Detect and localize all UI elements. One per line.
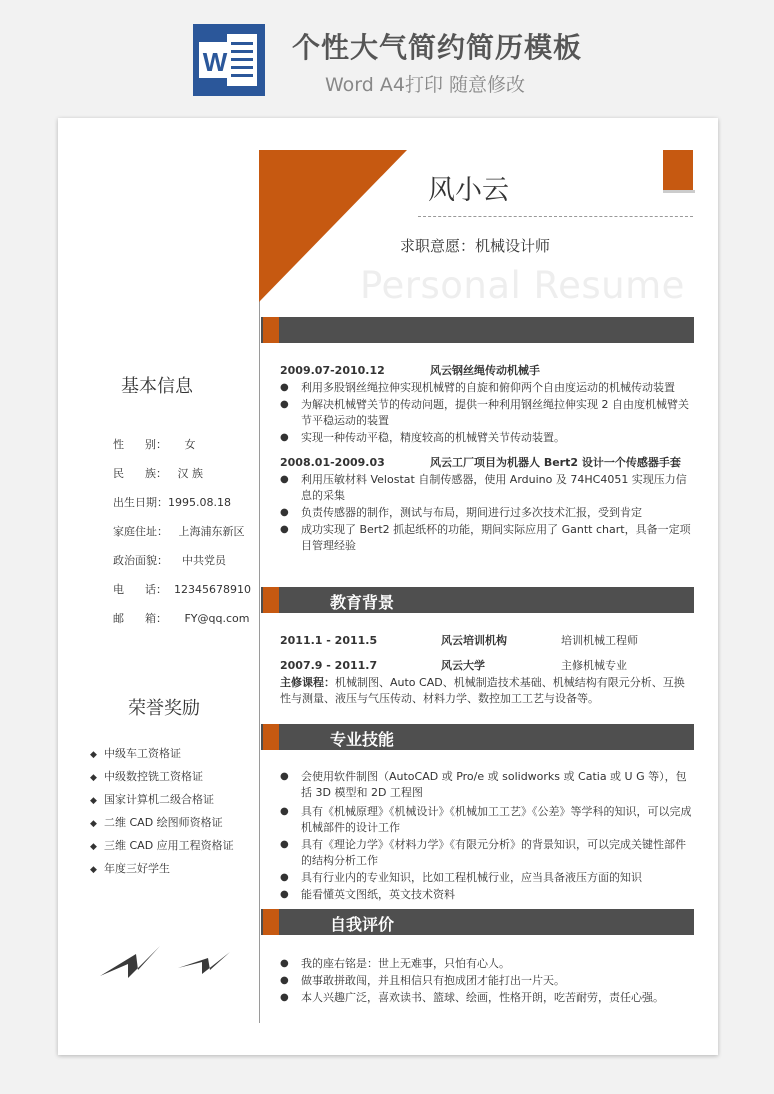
diamond-bullet-icon: ◆ xyxy=(90,796,97,806)
dashed-divider xyxy=(418,216,693,217)
diamond-bullet-icon: ◆ xyxy=(90,819,97,829)
skill-bullet: ● 会使用软件制图（AutoCAD 或 Pro/e 或 solidworks 或 Catia 或 U G 等），包括 3D 模型和 2D 工程图 xyxy=(280,770,687,799)
education-section-bar xyxy=(261,587,694,613)
honor-item: ◆ 三维 CAD 应用工程资格证 xyxy=(90,839,234,852)
edu-school: 风云大学 xyxy=(441,659,485,672)
page-header xyxy=(0,0,774,110)
job-bullet: ● 实现一种传动平稳，精度较高的机械臂关节传动装置。 xyxy=(280,431,565,444)
job-date: 2009.07-2010.12 xyxy=(280,364,385,377)
info-address: 家庭住址： 上海浦东新区 xyxy=(113,525,245,538)
job-date: 2008.01-2009.03 xyxy=(280,456,385,469)
job-title: 风云工厂项目为机器人 Bert2 设计一个传感器手套 xyxy=(430,456,681,469)
edu-date: 2007.9 - 2011.7 xyxy=(280,659,378,672)
honor-item: ◆ 中级车工资格证 xyxy=(90,747,181,760)
diamond-bullet-icon: ◆ xyxy=(90,842,97,852)
job-bullet: ● 利用多股钢丝绳拉伸实现机械臂的自旋和俯仰两个自由度运动的机械传动装置 xyxy=(280,381,675,394)
honor-item: ◆ 中级数控铣工资格证 xyxy=(90,770,203,783)
self-eval-bullet: ● 本人兴趣广泛，喜欢读书、篮球、绘画，性格开朗，吃苦耐劳，责任心强。 xyxy=(280,991,664,1004)
orange-square xyxy=(663,150,693,192)
info-gender: 性 别： 女 xyxy=(113,438,196,451)
skill-bullet: ● 能看懂英文图纸，英文技术资料 xyxy=(280,888,455,901)
info-birthdate: 出生日期：1995.08.18 xyxy=(113,496,231,509)
bird-decoration-icon xyxy=(98,940,268,990)
edu-school: 风云培训机构 xyxy=(441,634,507,647)
watermark-text: Personal Resume xyxy=(360,264,685,307)
courses-text: 主修课程：机械制图、Auto CAD、机械制造技术基础、机械结构有限元分析、互换性与测量、液压与气压传动、材料力学、数控加工工艺与设备等。 xyxy=(280,676,685,705)
skills-section-bar xyxy=(261,724,694,750)
self-eval-bullet: ● 我的座右铭是：世上无难事，只怕有心人。 xyxy=(280,957,510,970)
self-eval-bullet: ● 做事敢拼敢闯，并且相信只有抱成团才能打出一片天。 xyxy=(280,974,565,987)
info-phone: 电 话： 12345678910 xyxy=(113,583,251,596)
job-bullet: ● 负责传感器的制作，测试与布局，期间进行过多次技术汇报，受到肯定 xyxy=(280,506,642,519)
skills-title: 专业技能 xyxy=(330,730,395,749)
edu-date: 2011.1 - 2011.5 xyxy=(280,634,378,647)
candidate-name: 风小云 xyxy=(428,175,509,206)
diamond-bullet-icon: ◆ xyxy=(90,773,97,783)
job-bullet: ● 成功实现了 Bert2 抓起纸杯的功能，期间实际应用了 Gantt chart，具备一定项目管理经验 xyxy=(280,523,691,552)
resume-paper xyxy=(58,118,718,1055)
education-title: 教育背景 xyxy=(330,593,395,612)
self-eval-title: 自我评价 xyxy=(330,915,395,934)
info-political: 政治面貌： 中共党员 xyxy=(113,554,226,567)
edu-major: 主修机械专业 xyxy=(561,659,627,672)
honor-item: ◆ 年度三好学生 xyxy=(90,862,170,875)
honors-title: 荣誉奖励 xyxy=(128,698,200,719)
diamond-bullet-icon: ◆ xyxy=(90,865,97,875)
job-bullet: ● 为解决机械臂关节的传动问题，提供一种利用钢丝绳拉伸实现 2 自由度机械臂关节平稳运动的装置 xyxy=(280,398,689,427)
word-icon xyxy=(193,24,265,96)
job-bullet: ● 利用压敏材料 Velostat 自制传感器，使用 Arduino 及 74HC4051 实现压力信息的采集 xyxy=(280,473,687,502)
skill-bullet: ● 具有《理论力学》《材料力学》《有限元分析》的背景知识，可以完成关键性部件的结构分析工作 xyxy=(280,838,686,867)
skill-bullet: ● 具有行业内的专业知识，比如工程机械行业，应当具备液压方面的知识 xyxy=(280,871,642,884)
honor-item: ◆ 国家计算机二级合格证 xyxy=(90,793,214,806)
basic-info-title: 基本信息 xyxy=(121,376,193,397)
skill-bullet: ● 具有《机械原理》《机械设计》《机械加工工艺》《公差》等学科的知识，可以完成机械部件的设计工作 xyxy=(280,805,692,834)
info-ethnicity: 民 族： 汉 族 xyxy=(113,467,203,480)
work-section-bar xyxy=(261,317,694,343)
page-title: 个性大气简约简历模板 xyxy=(292,31,583,64)
svg-text:W: W xyxy=(202,47,228,77)
job-title: 风云钢丝绳传动机械手 xyxy=(430,364,540,377)
edu-major: 培训机械工程师 xyxy=(561,634,638,647)
job-objective: 求职意愿：机械设计师 xyxy=(400,237,551,255)
diamond-bullet-icon: ◆ xyxy=(90,750,97,760)
honor-item: ◆ 二维 CAD 绘图师资格证 xyxy=(90,816,223,829)
info-email: 邮 箱： FY@qq.com xyxy=(113,612,250,625)
page-subtitle: Word A4打印 随意修改 xyxy=(325,74,526,96)
self-eval-section-bar xyxy=(261,909,694,935)
orange-square-shadow xyxy=(663,190,695,193)
